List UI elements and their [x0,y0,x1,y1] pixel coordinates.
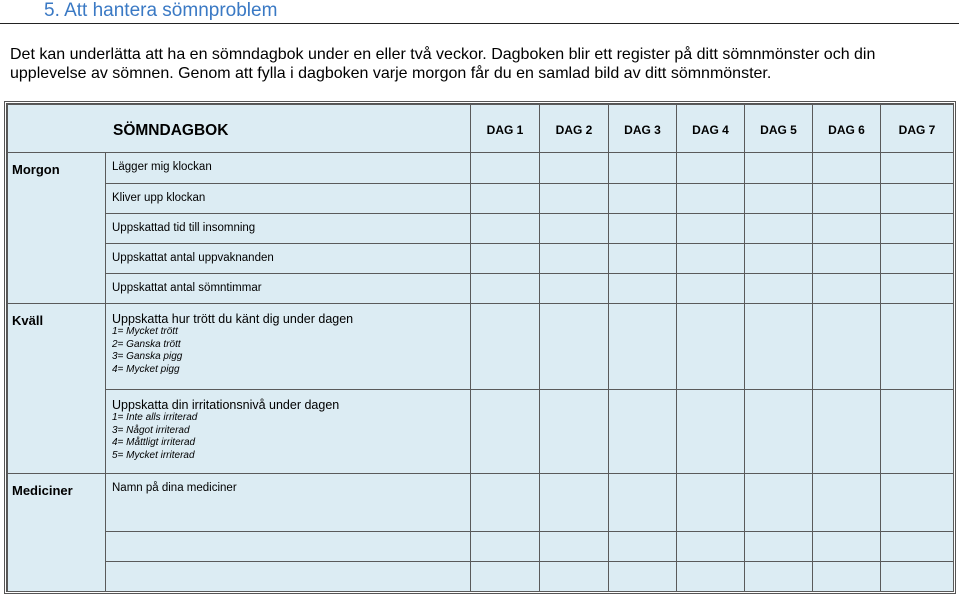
entry-cell[interactable] [881,474,954,532]
row-label-tiredness [106,304,471,390]
entry-cell[interactable] [609,274,677,304]
section-label-kvall: Kväll [8,304,106,474]
entry-cell[interactable] [745,562,813,592]
entry-cell[interactable] [813,304,881,390]
day-header: DAG 2 [540,105,609,153]
sleep-diary-grid [7,104,954,592]
intro-line-1: Det kan underlätta att ha en sömndagbok under en eller två veckor. Dagboken blir ett register på ditt sömnmönster och din [10,46,876,63]
entry-cell[interactable] [745,214,813,244]
entry-cell[interactable] [881,532,954,562]
entry-cell[interactable] [745,390,813,474]
entry-cell[interactable] [540,304,609,390]
entry-cell[interactable] [677,153,745,184]
irritation-option: 1= Inte alls irriterad [112,412,198,423]
row-label-irritation [106,390,471,474]
tiredness-question: Uppskatta hur trött du känt dig under dagen [112,312,354,326]
entry-cell[interactable] [745,153,813,184]
entry-cell[interactable] [471,562,540,592]
entry-cell[interactable] [471,304,540,390]
table-row [8,562,954,592]
table-row [8,532,954,562]
tiredness-option: 4= Mycket pigg [112,363,180,375]
section-label-morgon: Morgon [8,153,106,304]
entry-cell[interactable] [471,244,540,274]
entry-cell[interactable] [677,304,745,390]
entry-cell[interactable] [540,562,609,592]
entry-cell[interactable] [540,184,609,214]
entry-cell[interactable] [540,214,609,244]
entry-cell[interactable] [881,390,954,474]
day-header: DAG 3 [609,105,677,153]
irritation-option: 3= Något irriterad [112,424,190,436]
entry-cell[interactable] [813,532,881,562]
entry-cell[interactable] [813,214,881,244]
entry-cell[interactable] [609,532,677,562]
row-label-awakenings: Uppskattat antal uppvaknanden [106,244,471,274]
entry-cell[interactable] [881,153,954,184]
entry-cell[interactable] [471,153,540,184]
entry-cell[interactable] [745,304,813,390]
entry-cell[interactable] [881,244,954,274]
sleep-diary-table [4,101,956,594]
entry-cell[interactable] [881,214,954,244]
entry-cell[interactable] [471,474,540,532]
day-header: DAG 6 [813,105,881,153]
row-label-wakeup: Kliver upp klockan [106,184,471,214]
table-row [8,390,954,474]
row-label-sleep-hours: Uppskattat antal sömntimmar [106,274,471,304]
irritation-question: Uppskatta din irritationsnivå under dagen [112,398,340,412]
entry-cell[interactable] [609,304,677,390]
entry-cell[interactable] [881,274,954,304]
entry-cell[interactable] [540,274,609,304]
intro-paragraph [10,45,950,83]
table-row [8,153,954,184]
row-label-medicines: Namn på dina mediciner [106,474,471,532]
entry-cell[interactable] [745,532,813,562]
tiredness-option: 1= Mycket trött [112,326,178,337]
entry-cell[interactable] [471,390,540,474]
entry-cell[interactable] [813,474,881,532]
entry-cell[interactable] [609,562,677,592]
entry-cell[interactable] [677,562,745,592]
entry-cell[interactable] [677,184,745,214]
entry-cell[interactable] [677,390,745,474]
entry-cell[interactable] [609,184,677,214]
entry-cell[interactable] [881,304,954,390]
entry-cell[interactable] [609,244,677,274]
irritation-option: 4= Måttligt irriterad [112,437,196,448]
row-label-sleep-onset: Uppskattad tid till insomning [106,214,471,244]
entry-cell[interactable] [813,153,881,184]
table-row [8,304,954,390]
entry-cell[interactable] [745,474,813,532]
table-row [8,214,954,244]
day-header: DAG 7 [881,105,954,153]
entry-cell[interactable] [471,214,540,244]
day-header: DAG 4 [677,105,745,153]
entry-cell[interactable] [745,184,813,214]
row-label-bedtime: Lägger mig klockan [106,153,471,184]
table-row [8,184,954,214]
day-header: DAG 5 [745,105,813,153]
entry-cell[interactable] [609,390,677,474]
entry-cell[interactable] [813,184,881,214]
entry-cell[interactable] [540,474,609,532]
entry-cell[interactable] [745,244,813,274]
entry-cell[interactable] [813,562,881,592]
entry-cell[interactable] [609,214,677,244]
entry-cell[interactable] [540,244,609,274]
entry-cell[interactable] [677,244,745,274]
entry-cell[interactable] [471,184,540,214]
header-row [8,105,954,153]
diary-title: SÖMNDAGBOK [8,105,471,153]
entry-cell[interactable] [677,274,745,304]
tiredness-option: 3= Ganska pigg [112,351,183,362]
section-label-mediciner: Mediciner [8,474,106,592]
entry-cell[interactable] [677,532,745,562]
table-row [8,474,954,532]
intro-line-2: upplevelse av sömnen. Genom att fylla i dagboken varje morgon får du en samlad bild av ditt sömnmönster. [10,65,772,82]
entry-cell[interactable] [106,532,471,562]
entry-cell[interactable] [677,474,745,532]
table-row [8,274,954,304]
entry-cell[interactable] [471,274,540,304]
entry-cell[interactable] [813,390,881,474]
heading-divider [0,23,959,24]
entry-cell[interactable] [813,244,881,274]
entry-cell[interactable] [813,274,881,304]
entry-cell[interactable] [609,474,677,532]
entry-cell[interactable] [106,562,471,592]
section-heading: 5. Att hantera sömnproblem [44,0,278,21]
entry-cell[interactable] [881,184,954,214]
entry-cell[interactable] [540,153,609,184]
day-header: DAG 1 [471,105,540,153]
entry-cell[interactable] [540,532,609,562]
table-row [8,244,954,274]
tiredness-option: 2= Ganska trött [112,338,181,350]
entry-cell[interactable] [540,390,609,474]
entry-cell[interactable] [609,153,677,184]
irritation-option: 5= Mycket irriterad [112,449,195,461]
entry-cell[interactable] [881,562,954,592]
entry-cell[interactable] [745,274,813,304]
entry-cell[interactable] [471,532,540,562]
entry-cell[interactable] [677,214,745,244]
